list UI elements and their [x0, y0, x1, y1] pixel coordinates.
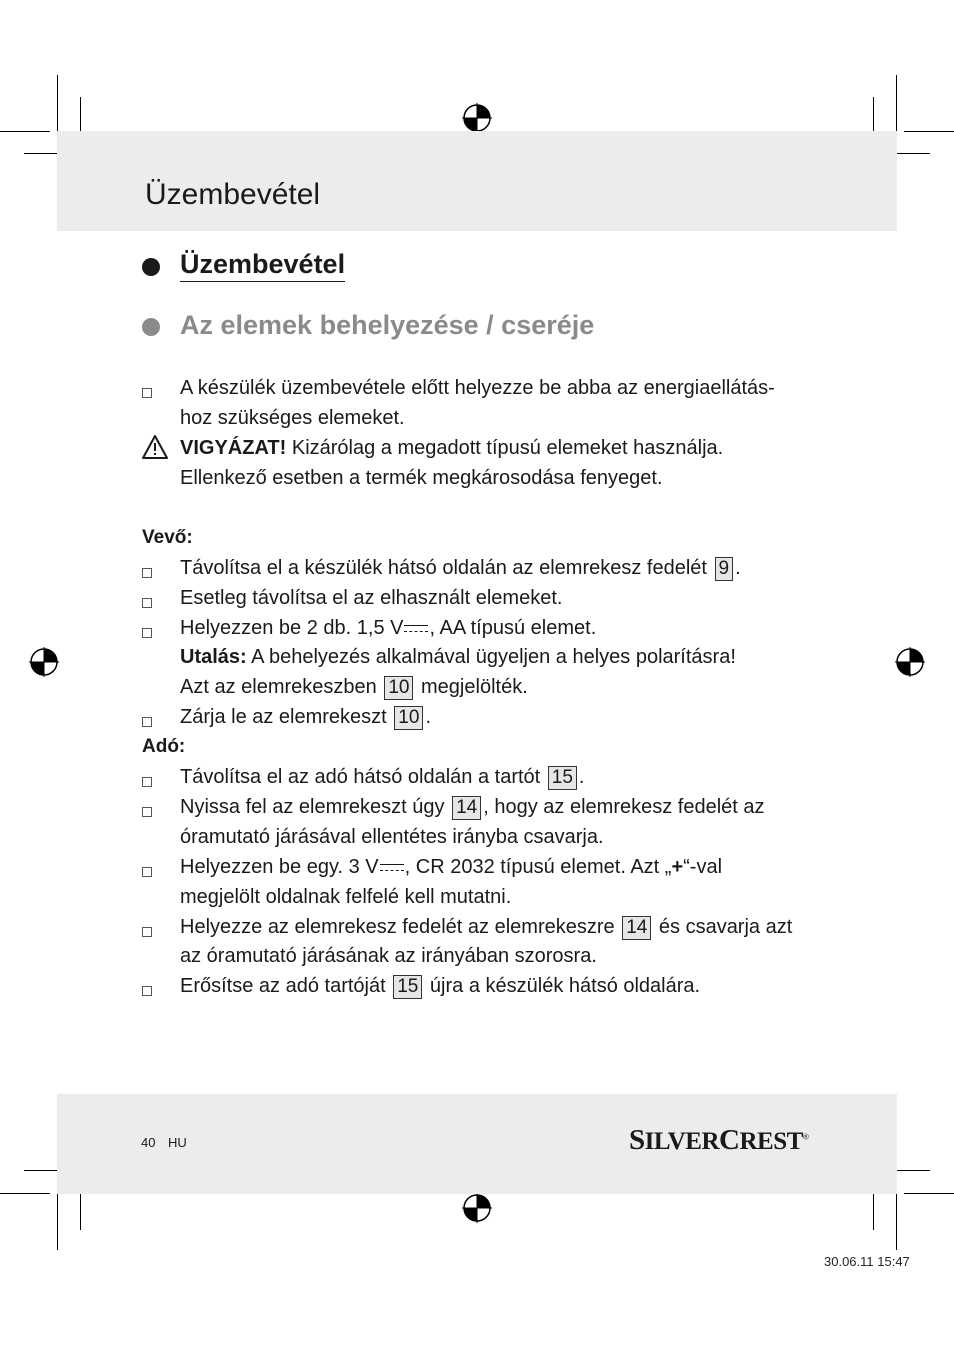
list-item-text: óramutató járásával ellentétes irányba csavarja.: [180, 826, 604, 848]
dc-symbol-icon: [403, 622, 429, 636]
part-reference: 15: [393, 975, 422, 999]
crop-mark: [896, 1190, 897, 1250]
page-title: Üzembevétel: [145, 178, 321, 211]
brand-letter: S: [629, 1124, 645, 1156]
section-heading: Üzembevétel: [180, 249, 345, 282]
list-bullet-icon: [142, 867, 152, 877]
registration-mark-icon: [895, 647, 925, 677]
step-text: és csavarja azt: [653, 916, 793, 938]
step-text: újra a készülék hátsó oldalára.: [424, 975, 701, 997]
warning-text: Ellenkező esetben a termék megkárosodása fenyeget.: [180, 467, 663, 489]
note-line: Azt az elemrekeszben: [180, 676, 383, 698]
note-text: [180, 642, 736, 672]
warning-text: [180, 433, 723, 463]
note-line: megjelölték.: [415, 676, 528, 698]
section-bullet-icon: [142, 258, 160, 276]
step-text: “-val: [683, 856, 723, 878]
step-text: Helyezzen be egy. 3 V: [180, 856, 379, 878]
step-text: , hogy az elemrekesz fedelét az: [483, 796, 765, 818]
crop-mark: [0, 131, 50, 132]
step-text: Távolítsa el a készülék hátsó oldalán az elemrekesz fedelét: [180, 557, 713, 579]
list-item-text: A készülék üzembevétele előtt helyezze be abba az energiaellátás-: [180, 377, 775, 399]
dc-symbol-icon: [379, 861, 405, 875]
list-item-text: hoz szükséges elemeket.: [180, 407, 405, 429]
list-item-text: [180, 971, 700, 1001]
list-bullet-icon: [142, 628, 152, 638]
list-item-text: [180, 553, 741, 583]
part-reference: 14: [452, 796, 481, 820]
crop-mark: [904, 131, 954, 132]
list-item-text: megjelölt oldalnak felfelé kell mutatni.: [180, 886, 512, 908]
step-text: , CR 2032 típusú elemet. Azt „: [404, 856, 672, 878]
list-bullet-icon: [142, 598, 152, 608]
step-text: Távolítsa el az adó hátsó oldalán a tartót: [180, 766, 546, 788]
crop-mark: [873, 1190, 874, 1230]
part-reference: 10: [394, 706, 423, 730]
note-line: A behelyezés alkalmával ügyeljen a helyes polarításra!: [246, 646, 736, 668]
part-reference: 14: [622, 916, 651, 940]
warning-label: VIGYÁZAT!: [180, 437, 287, 459]
language-code: HU: [168, 1135, 187, 1150]
step-text: Nyissa fel az elemrekeszt úgy: [180, 796, 451, 818]
warning-triangle-icon: [141, 434, 169, 460]
step-text: Erősítse az adó tartóját: [180, 975, 392, 997]
crop-mark: [57, 1190, 58, 1250]
transmitter-heading: Adó:: [142, 736, 186, 757]
step-text: .: [425, 706, 431, 728]
warning-line: Kizárólag a megadott típusú elemeket használja.: [286, 437, 724, 459]
list-bullet-icon: [142, 777, 152, 787]
registration-mark-icon: [462, 1193, 492, 1223]
registration-mark-icon: [29, 647, 59, 677]
list-bullet-icon: [142, 807, 152, 817]
list-item-text: [180, 702, 431, 732]
list-bullet-icon: [142, 568, 152, 578]
subsection-heading: Az elemek behelyezése / cseréje: [180, 310, 595, 340]
note-label: Utalás:: [180, 646, 247, 668]
step-text: .: [578, 766, 585, 788]
list-item-text: [180, 912, 792, 942]
registration-mark-icon: [462, 103, 492, 133]
list-bullet-icon: [142, 717, 152, 727]
note-text: [180, 672, 528, 702]
part-reference: 9: [715, 557, 734, 581]
brand-letter: C: [719, 1124, 740, 1156]
step-text: .: [735, 557, 741, 579]
list-bullet-icon: [142, 927, 152, 937]
list-item-text: az óramutató járásának az irányában szorosra.: [180, 945, 597, 967]
list-item-text: [180, 792, 765, 822]
list-bullet-icon: [142, 986, 152, 996]
crop-mark: [896, 75, 897, 135]
footer-band: [57, 1094, 897, 1194]
section-bullet-icon: [142, 318, 160, 336]
page-number: 40: [141, 1135, 156, 1150]
header-band: [57, 131, 897, 231]
crop-mark: [0, 1193, 50, 1194]
list-item-text: [180, 762, 584, 792]
brand-letters: ILVER: [644, 1128, 720, 1155]
plus-sign: +: [671, 856, 684, 878]
list-item-text: [180, 613, 596, 643]
step-text: , AA típusú elemet.: [429, 617, 597, 639]
list-item-text: Esetleg távolítsa el az elhasznált elemeket.: [180, 587, 563, 609]
step-text: Zárja le az elemrekeszt: [180, 706, 393, 728]
crop-mark: [80, 1190, 81, 1230]
crop-mark: [57, 75, 58, 135]
part-reference: 10: [384, 676, 413, 700]
brand-logo: [629, 1124, 808, 1157]
receiver-heading: Vevő:: [142, 527, 193, 548]
step-text: Helyezze az elemrekesz fedelét az elemrekeszre: [180, 916, 621, 938]
brand-letters: REST: [739, 1128, 803, 1155]
print-timestamp: 30.06.11 15:47: [824, 1254, 910, 1269]
registered-mark: ®: [802, 1132, 809, 1142]
step-text: Helyezzen be 2 db. 1,5 V: [180, 617, 404, 639]
list-bullet-icon: [142, 388, 152, 398]
part-reference: 15: [548, 766, 577, 790]
list-item-text: [180, 852, 722, 882]
crop-mark: [904, 1193, 954, 1194]
